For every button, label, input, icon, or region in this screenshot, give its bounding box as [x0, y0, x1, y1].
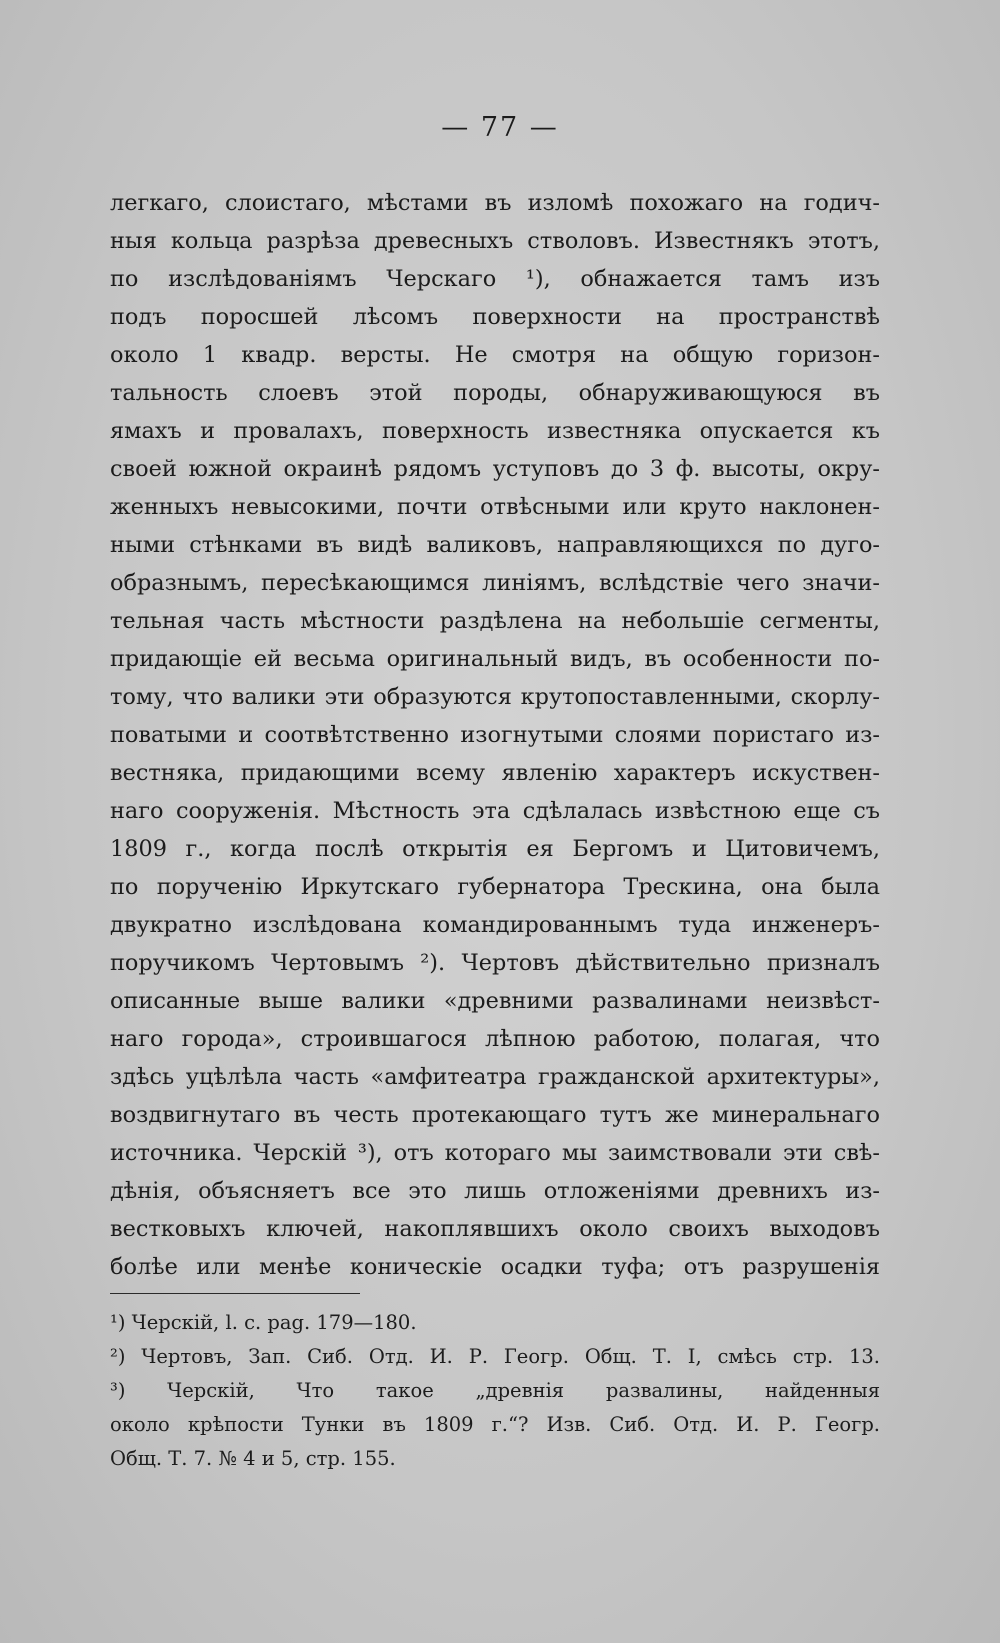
footnote-line: ³) Черскій, Что такое „древнія развалины, найденныя — [110, 1379, 880, 1402]
body-line: женныхъ невысокими, почти отвѣсными или круто наклонен- — [110, 494, 880, 520]
body-line: около 1 квадр. версты. Не смотря на общую горизон- — [110, 342, 880, 368]
body-line: вестковыхъ ключей, накоплявшихъ около своихъ выходовъ — [110, 1216, 880, 1242]
body-text — [110, 184, 880, 1286]
body-line: придающіе ей весьма оригинальный видъ, въ особенности по- — [110, 646, 880, 672]
body-line: образнымъ, пересѣкающимся линіямъ, вслѣдствіе чего значи- — [110, 570, 880, 596]
body-line: поручикомъ Чертовымъ ²). Чертовъ дѣйствительно призналъ — [110, 950, 880, 976]
footnote-line: Общ. Т. 7. № 4 и 5, стр. 155. — [110, 1447, 396, 1470]
body-line: поватыми и соотвѣтственно изогнутыми слоями пористаго из- — [110, 722, 880, 748]
body-line: тому, что валики эти образуются крутопоставленными, скорлу- — [110, 684, 880, 710]
body-line: вестняка, придающими всему явленію характеръ искуствен- — [110, 760, 880, 786]
body-line: тальность слоевъ этой породы, обнаруживающуюся въ — [110, 380, 880, 406]
body-line: своей южной окраинѣ рядомъ уступовъ до 3 ф. высоты, окру- — [110, 456, 880, 482]
body-line: 1809 г., когда послѣ открытія ея Бергомъ и Цитовичемъ, — [110, 836, 880, 862]
body-line: подъ поросшей лѣсомъ поверхности на пространствѣ — [110, 304, 880, 330]
body-line: легкаго, слоистаго, мѣстами въ изломѣ похожаго на годич- — [110, 190, 880, 216]
body-line: источника. Черскій ³), отъ котораго мы заимствовали эти свѣ- — [110, 1140, 880, 1166]
body-line: ныя кольца разрѣза древесныхъ стволовъ. Известнякъ этотъ, — [110, 228, 880, 254]
footnote-line: около крѣпости Тунки въ 1809 г.“? Изв. Сиб. Отд. И. Р. Геогр. — [110, 1413, 880, 1436]
body-line: тельная часть мѣстности раздѣлена на небольшіе сегменты, — [110, 608, 880, 634]
body-line: болѣе или менѣе коническіе осадки туфа; отъ разрушенія — [110, 1254, 880, 1280]
body-line: воздвигнутаго въ честь протекающаго тутъ же минеральнаго — [110, 1102, 880, 1128]
body-line: наго сооруженія. Мѣстность эта сдѣлалась извѣстною еще съ — [110, 798, 880, 824]
body-line: по порученію Иркутскаго губернатора Трескина, она была — [110, 874, 880, 900]
body-line: по изслѣдованіямъ Черскаго ¹), обнажается тамъ изъ — [110, 266, 880, 292]
body-line: ными стѣнками въ видѣ валиковъ, направляющихся по дуго- — [110, 532, 880, 558]
footnotes — [110, 1306, 880, 1476]
footnote-line: ²) Чертовъ, Зап. Сиб. Отд. И. Р. Геогр. Общ. Т. I, смѣсь стр. 13. — [110, 1345, 880, 1368]
body-line: здѣсь уцѣлѣла часть «амфитеатра гражданской архитектуры», — [110, 1064, 880, 1090]
footnote-divider — [110, 1293, 360, 1294]
body-line: описанные выше валики «древними развалинами неизвѣст- — [110, 988, 880, 1014]
body-line: двукратно изслѣдована командированнымъ туда инженеръ- — [110, 912, 880, 938]
body-line: наго города», строившагося лѣпною работою, полагая, что — [110, 1026, 880, 1052]
page-number: — 77 — — [441, 112, 559, 143]
body-line: дѣнія, объясняетъ все это лишь отложеніями древнихъ из- — [110, 1178, 880, 1204]
body-line: ямахъ и провалахъ, поверхность известняка опускается къ — [110, 418, 880, 444]
footnote-line: ¹) Черскій, l. c. pag. 179—180. — [110, 1311, 417, 1334]
